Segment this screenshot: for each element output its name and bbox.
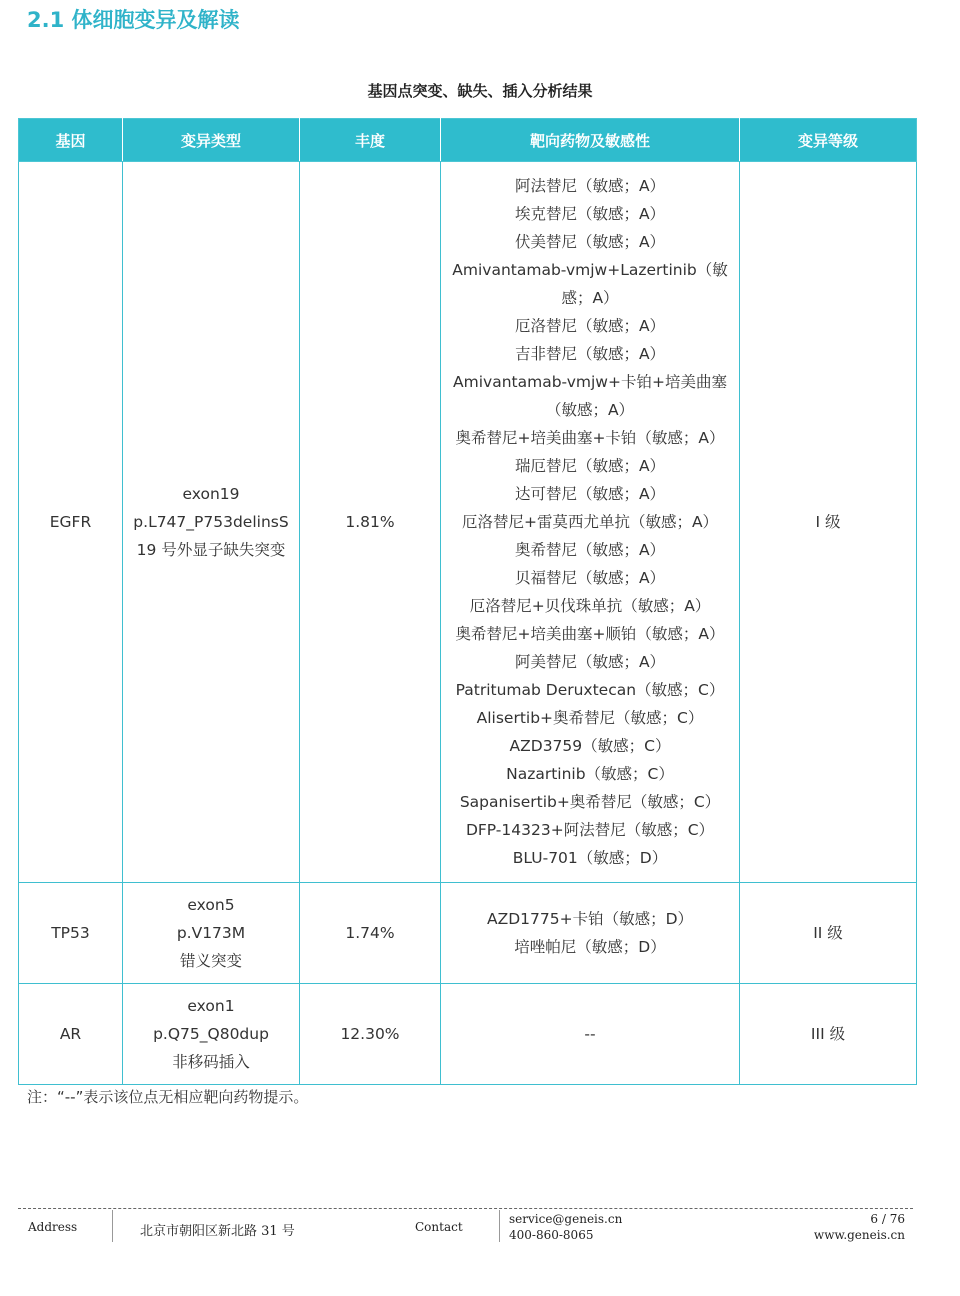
drug-item: 奥希替尼+培美曲塞+卡铂（敏感；A） <box>455 429 725 447</box>
footer-separator <box>112 1210 113 1242</box>
drug-item: 吉非替尼（敏感；A） <box>514 345 666 363</box>
drug-item: -- <box>584 1025 596 1043</box>
drug-item: Nazartinib（敏感；C） <box>506 765 674 783</box>
drug-item: AZD1775+卡铂（敏感；D） <box>486 910 694 928</box>
drug-item: 培唑帕尼（敏感；D） <box>514 938 666 956</box>
footer-page-number: 6 / 76 <box>870 1212 905 1226</box>
drug-item: 厄洛替尼+贝伐珠单抗（敏感；A） <box>469 597 711 615</box>
drug-item: 厄洛替尼+雷莫西尤单抗（敏感；A） <box>461 513 719 531</box>
variant-line: 19 号外显子缺失突变 <box>136 541 286 559</box>
footer-email: service@geneis.cn <box>509 1212 623 1226</box>
drug-item: 奥希替尼（敏感；A） <box>514 541 666 559</box>
variant-cell <box>123 162 300 883</box>
variant-cell <box>123 883 300 984</box>
table-title: 基因点突变、缺失、插入分析结果 <box>367 82 593 100</box>
drug-item: 贝福替尼（敏感；A） <box>514 569 666 587</box>
section-title: 2.1 体细胞变异及解读 <box>27 8 240 32</box>
drug-item: 奥希替尼+培美曲塞+顺铂（敏感；A） <box>455 625 725 643</box>
footer-address-label: Address <box>28 1220 78 1234</box>
variant-line: p.Q75_Q80dup <box>153 1025 269 1043</box>
drug-item: AZD3759（敏感；C） <box>509 737 671 755</box>
drug-item: Amivantamab-vmjw+卡铂+培美曲塞（敏感；A） <box>453 373 727 419</box>
footer-website: www.geneis.cn <box>813 1228 905 1242</box>
abundance-cell: 1.74% <box>300 883 441 984</box>
header-drugs: 靶向药物及敏感性 <box>441 119 740 162</box>
drug-item: 阿美替尼（敏感；A） <box>514 653 666 671</box>
gene-cell: TP53 <box>19 883 123 984</box>
drug-item: 厄洛替尼（敏感；A） <box>514 317 666 335</box>
drug-item: Sapanisertib+奥希替尼（敏感；C） <box>459 793 721 811</box>
drug-item: DFP-14323+阿法替尼（敏感；C） <box>465 821 715 839</box>
level-cell: III 级 <box>740 984 917 1085</box>
variant-line: exon19 <box>182 485 240 503</box>
results-table <box>18 118 917 1085</box>
gene-cell: AR <box>19 984 123 1085</box>
gene-cell: EGFR <box>19 162 123 883</box>
drug-item: 伏美替尼（敏感；A） <box>514 233 666 251</box>
level-cell: I 级 <box>740 162 917 883</box>
drugs-cell <box>441 984 740 1085</box>
header-level: 变异等级 <box>740 119 917 162</box>
footer-phone: 400-860-8065 <box>509 1228 594 1242</box>
footer-contact-label: Contact <box>415 1220 463 1234</box>
footer-divider <box>18 1208 913 1209</box>
variant-line: 错义突变 <box>179 952 242 970</box>
variant-line: p.L747_P753delinsS <box>133 513 289 531</box>
header-variant-type: 变异类型 <box>123 119 300 162</box>
footer-separator <box>499 1210 500 1242</box>
header-abundance: 丰度 <box>300 119 441 162</box>
table-row <box>19 984 917 1085</box>
level-cell: II 级 <box>740 883 917 984</box>
drugs-cell <box>441 883 740 984</box>
drug-item: Patritumab Deruxtecan（敏感；C） <box>455 681 725 699</box>
drugs-cell <box>441 162 740 883</box>
header-gene: 基因 <box>19 119 123 162</box>
table-row <box>19 883 917 984</box>
table-row <box>19 162 917 883</box>
table-header-row <box>19 119 917 162</box>
variant-line: p.V173M <box>176 924 246 942</box>
drug-item: BLU-701（敏感；D） <box>512 849 668 867</box>
drug-item: Alisertib+奥希替尼（敏感；C） <box>476 709 704 727</box>
drug-item: 埃克替尼（敏感；A） <box>514 205 666 223</box>
abundance-cell: 12.30% <box>300 984 441 1085</box>
variant-cell <box>123 984 300 1085</box>
table-note: 注：“--”表示该位点无相应靶向药物提示。 <box>27 1088 309 1106</box>
variant-line: exon1 <box>187 997 235 1015</box>
drug-item: Amivantamab-vmjw+Lazertinib（敏感；A） <box>452 261 728 307</box>
drug-item: 阿法替尼（敏感；A） <box>514 177 666 195</box>
variant-line: exon5 <box>187 896 235 914</box>
drug-item: 达可替尼（敏感；A） <box>514 485 666 503</box>
abundance-cell: 1.81% <box>300 162 441 883</box>
variant-line: 非移码插入 <box>172 1053 250 1071</box>
footer-address: 北京市朝阳区新北路 31 号 <box>140 1224 295 1239</box>
drug-item: 瑞厄替尼（敏感；A） <box>514 457 666 475</box>
